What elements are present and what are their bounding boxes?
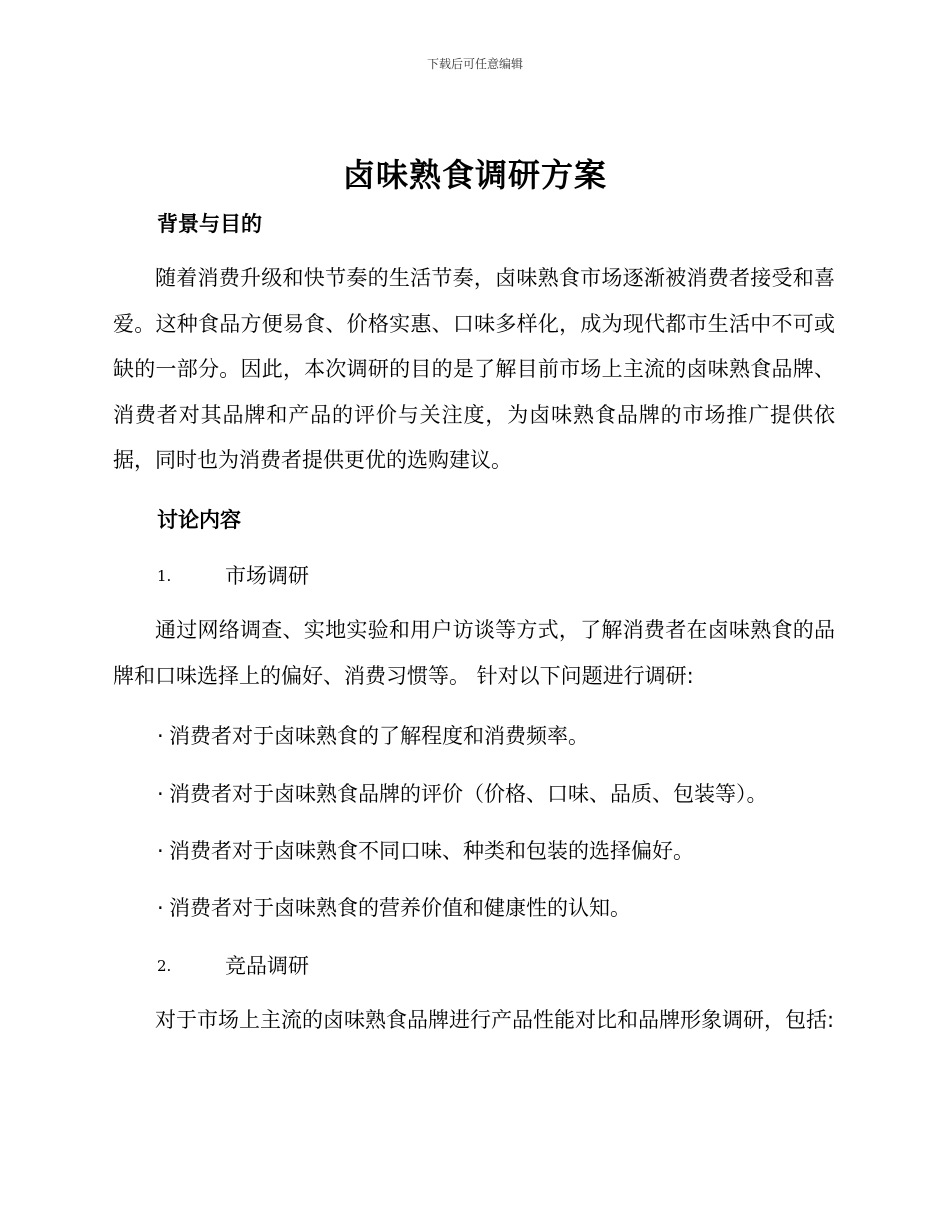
bullet-item bbox=[157, 835, 694, 865]
item-number: 1. bbox=[157, 567, 172, 585]
competitor-research-paragraph: 对于市场上主流的卤味熟食品牌进行产品性能对比和品牌形象调研，包括: bbox=[155, 1008, 835, 1032]
bullet-text: 消费者对于卤味熟食品牌的评价（价格、口味、品质、包装等）。 bbox=[169, 782, 768, 806]
market-research-paragraph: 通过网络调查、实地实验和用户访谈等方式，了解消费者在卤味熟食的品牌和口味选择上的偏好、消费习惯等。 针对以下问题进行调研: bbox=[113, 618, 835, 688]
item-label: 竞品调研 bbox=[225, 954, 309, 978]
bullet-dot: · bbox=[157, 724, 164, 748]
bullet-text: 消费者对于卤味熟食的了解程度和消费频率。 bbox=[169, 724, 589, 748]
item-label: 市场调研 bbox=[225, 564, 309, 588]
bullet-item bbox=[157, 720, 589, 750]
bullet-item bbox=[157, 892, 631, 922]
bullet-dot: · bbox=[157, 782, 164, 806]
numbered-item-market-research bbox=[157, 560, 309, 590]
background-heading: 背景与目的 bbox=[157, 212, 262, 236]
header-note: 下载后可任意编辑 bbox=[426, 57, 523, 71]
document-title: 卤味熟食调研方案 bbox=[342, 156, 607, 194]
bullet-dot: · bbox=[157, 896, 164, 920]
discussion-heading: 讨论内容 bbox=[157, 508, 241, 532]
bullet-text: 消费者对于卤味熟食的营养价值和健康性的认知。 bbox=[169, 896, 631, 920]
numbered-item-competitor-research bbox=[157, 950, 309, 980]
background-paragraph: 随着消费升级和快节奏的生活节奏，卤味熟食市场逐渐被消费者接受和喜爱。这种食品方便易食、价格实惠、口味多样化，成为现代都市生活中不可或缺的一部分。因此，本次调研的目的是了解目前市场上主流的卤味熟食品牌、消费者对其品牌和产品的评价与关注度，为卤味熟食品牌的市场推广提供依据，同时也为消费者提供更优的选购建议。 bbox=[113, 266, 835, 472]
item-number: 2. bbox=[157, 957, 172, 975]
bullet-text: 消费者对于卤味熟食不同口味、种类和包装的选择偏好。 bbox=[169, 839, 694, 863]
bullet-item bbox=[157, 778, 768, 808]
bullet-dot: · bbox=[157, 839, 164, 863]
